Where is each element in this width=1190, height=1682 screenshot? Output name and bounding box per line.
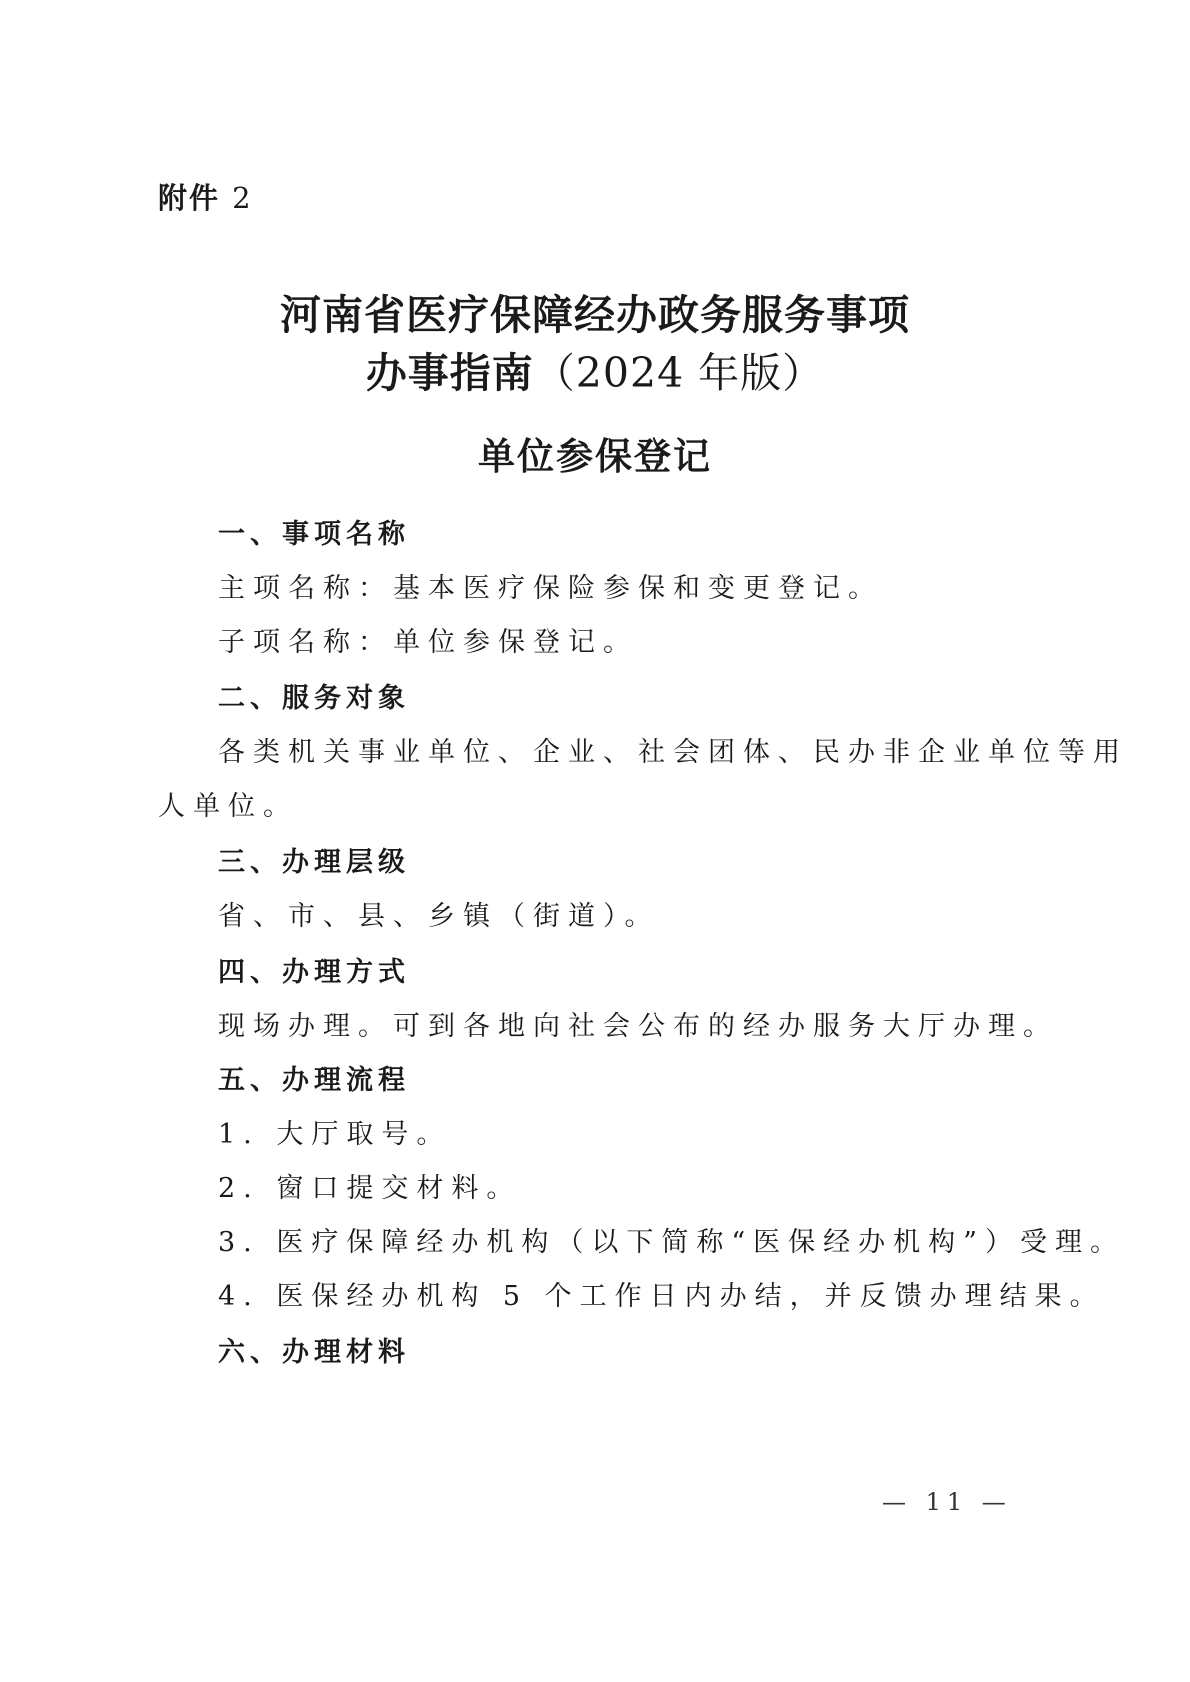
section-heading-5: 五、办理流程 (218, 1065, 410, 1096)
title-main: 办事指南 (365, 349, 534, 397)
step-4: 4. 医保经办机构 5 个工作日内办结，并反馈办理结果。 (218, 1281, 1105, 1312)
section-heading-2: 二、服务对象 (218, 683, 410, 714)
document-title-line2 (0, 340, 1190, 399)
title-year: （2024 年版） (533, 349, 825, 397)
attachment-text: 附件 (158, 181, 221, 215)
page-subtitle: 单位参保登记 (478, 435, 712, 478)
document-title-line1: 河南省医疗保障经办政务服务事项 (280, 291, 910, 339)
section-2-line-1: 各类机关事业单位、企业、社会团体、民办非企业单位等用 (218, 737, 1128, 768)
attachment-number: 2 (232, 181, 253, 215)
page-number: — 11 — (882, 1488, 1012, 1516)
step-1: 1. 大厅取号。 (218, 1119, 452, 1150)
section-heading-4: 四、办理方式 (218, 957, 410, 988)
step-3: 3. 医疗保障经办机构（以下简称“医保经办机构”）受理。 (218, 1227, 1125, 1258)
section-3-line: 省、市、县、乡镇（街道）。 (218, 901, 660, 932)
section-2-line-2: 人单位。 (158, 791, 298, 822)
step-2: 2. 窗口提交材料。 (218, 1173, 522, 1204)
attachment-label (158, 176, 253, 217)
section-heading-3: 三、办理层级 (218, 847, 410, 878)
section-heading-1: 一、事项名称 (218, 519, 410, 550)
section-1-line-2: 子项名称：单位参保登记。 (218, 627, 638, 658)
section-4-line: 现场办理。可到各地向社会公布的经办服务大厅办理。 (218, 1011, 1058, 1042)
section-1-line-1: 主项名称：基本医疗保险参保和变更登记。 (218, 573, 883, 604)
section-heading-6: 六、办理材料 (218, 1337, 410, 1368)
